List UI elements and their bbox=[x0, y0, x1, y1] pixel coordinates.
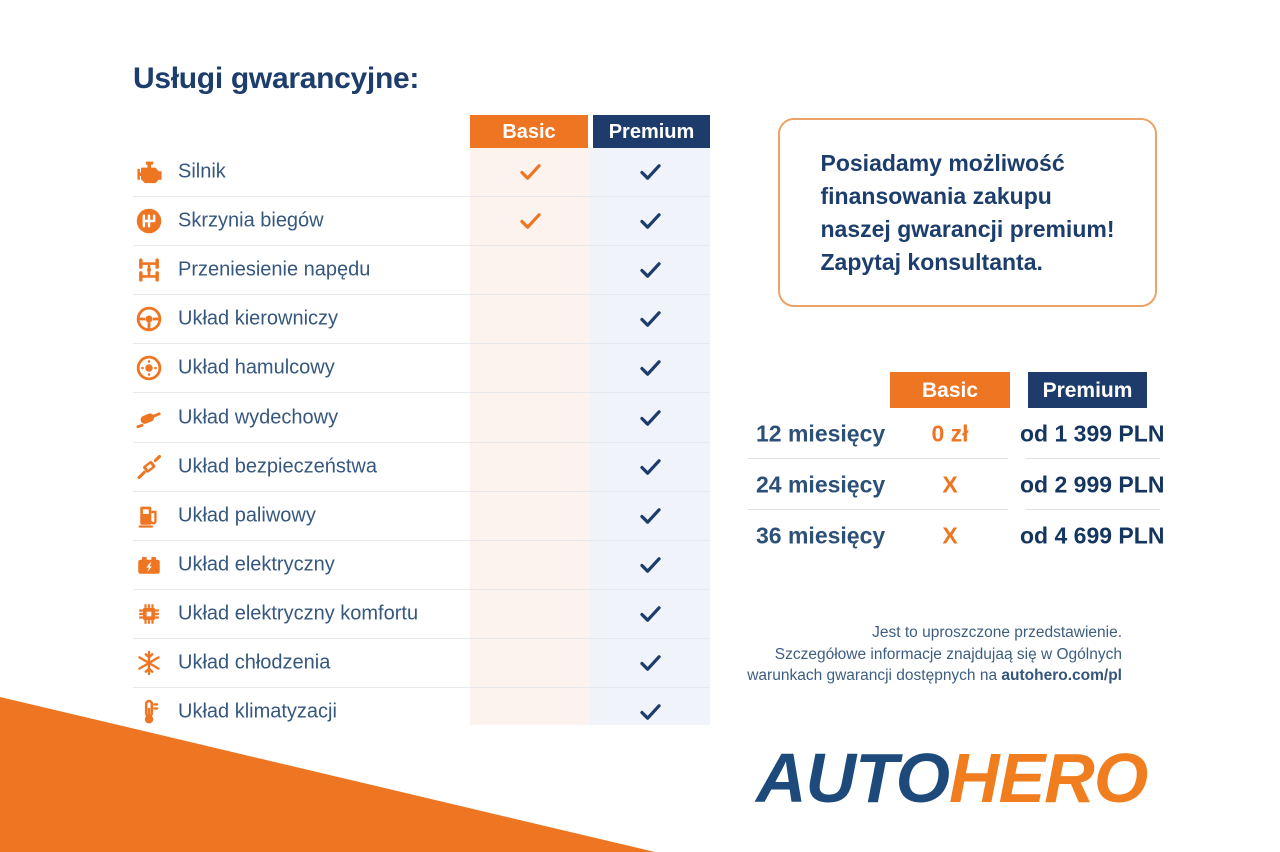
price-period: 36 miesięcy bbox=[756, 522, 886, 548]
premium-check-cell bbox=[590, 163, 710, 182]
premium-check-cell bbox=[590, 212, 710, 231]
warranty-row-label: Układ kierowniczy bbox=[178, 307, 339, 330]
warranty-row-label: Układ wydechowy bbox=[178, 406, 339, 429]
warranty-row bbox=[133, 590, 710, 639]
snowflake-icon bbox=[133, 648, 165, 678]
promo-line: finansowania zakupu bbox=[820, 182, 1052, 209]
warranty-row-label: Skrzynia biegów bbox=[178, 209, 324, 232]
battery-icon bbox=[133, 550, 165, 580]
seatbelt-icon bbox=[133, 452, 165, 482]
price-basic-value: X bbox=[942, 471, 958, 497]
premium-check-cell bbox=[590, 457, 710, 476]
autohero-logo bbox=[756, 739, 1148, 817]
warranty-row bbox=[133, 344, 710, 393]
price-basic-value: X bbox=[942, 522, 958, 548]
warranty-row-label: Układ klimatyzacji bbox=[178, 700, 337, 723]
warranty-row bbox=[133, 148, 710, 197]
warranty-row bbox=[133, 295, 710, 344]
logo-auto-text: AUTO bbox=[756, 739, 950, 817]
warranty-row bbox=[133, 246, 710, 295]
premium-check-cell bbox=[590, 506, 710, 525]
price-period: 24 miesięcy bbox=[756, 471, 886, 497]
premium-check-cell bbox=[590, 359, 710, 378]
disclaimer bbox=[747, 622, 1122, 687]
warranty-row bbox=[133, 443, 710, 492]
gearbox-icon bbox=[133, 206, 165, 236]
warranty-row-label: Przeniesienie napędu bbox=[178, 258, 371, 281]
price-rows bbox=[748, 408, 1165, 561]
premium-check-cell bbox=[590, 408, 710, 427]
price-header-basic: Basic bbox=[890, 372, 1010, 408]
price-row bbox=[748, 510, 1165, 561]
website-url: autohero.com/pl bbox=[1001, 667, 1122, 684]
logo-hero-text: HERO bbox=[949, 739, 1148, 817]
brake-disc-icon bbox=[133, 353, 165, 383]
warranty-row-label: Układ chłodzenia bbox=[178, 651, 331, 674]
warranty-row-label: Układ hamulcowy bbox=[178, 356, 335, 379]
price-period: 12 miesięcy bbox=[756, 420, 886, 446]
chip-icon bbox=[133, 599, 165, 629]
warranty-row-label: Układ elektryczny bbox=[178, 553, 335, 576]
engine-icon bbox=[133, 157, 165, 187]
warranty-row bbox=[133, 492, 710, 541]
basic-check-cell bbox=[470, 212, 590, 231]
warranty-row-label: Silnik bbox=[178, 160, 226, 183]
warranty-header-premium: Premium bbox=[593, 115, 710, 148]
warranty-row bbox=[133, 541, 710, 590]
premium-check-cell bbox=[590, 261, 710, 280]
price-row bbox=[748, 408, 1165, 459]
premium-check-cell bbox=[590, 703, 710, 722]
premium-check-cell bbox=[590, 555, 710, 574]
warranty-row-label: Układ paliwowy bbox=[178, 504, 316, 527]
price-row bbox=[748, 459, 1165, 510]
warranty-row-label: Układ bezpieczeństwa bbox=[178, 455, 377, 478]
premium-check-cell bbox=[590, 653, 710, 672]
promo-line: Zapytaj konsultanta. bbox=[820, 248, 1043, 275]
promo-text bbox=[821, 147, 1115, 279]
price-header-premium: Premium bbox=[1028, 372, 1147, 408]
promo-box bbox=[778, 118, 1157, 307]
thermometer-icon bbox=[133, 697, 165, 727]
page-title: Usługi gwarancyjne: bbox=[133, 62, 420, 95]
price-premium-value: od 1 399 PLN bbox=[1020, 420, 1165, 446]
disclaimer-line-3: warunkach gwarancji dostępnych na autohero.com/pl bbox=[747, 667, 1122, 684]
price-basic-value: 0 zł bbox=[931, 420, 969, 446]
warranty-row-label: Układ elektryczny komfortu bbox=[178, 602, 419, 625]
fuel-pump-icon bbox=[133, 501, 165, 531]
promo-line: naszej gwarancji premium! bbox=[820, 215, 1115, 242]
warranty-row bbox=[133, 197, 710, 246]
warranty-row bbox=[133, 393, 710, 442]
steering-wheel-icon bbox=[133, 304, 165, 334]
disclaimer-line-1: Jest to uproszczone przedstawienie. bbox=[872, 624, 1122, 641]
warranty-table bbox=[133, 115, 710, 726]
disclaimer-line-2: Szczegółowe informacje znajdujaą się w Ogólnych bbox=[774, 645, 1122, 663]
promo-line: Posiadamy możliwość bbox=[820, 149, 1065, 176]
exhaust-icon bbox=[133, 403, 165, 433]
warranty-header-basic: Basic bbox=[470, 115, 588, 148]
premium-check-cell bbox=[590, 310, 710, 329]
warranty-rows bbox=[133, 148, 710, 736]
premium-check-cell bbox=[590, 604, 710, 623]
warranty-row bbox=[133, 639, 710, 688]
basic-check-cell bbox=[470, 163, 590, 182]
warranty-row bbox=[133, 688, 710, 736]
price-premium-value: od 2 999 PLN bbox=[1020, 471, 1165, 497]
drivetrain-icon bbox=[133, 255, 165, 285]
price-premium-value: od 4 699 PLN bbox=[1020, 522, 1165, 548]
